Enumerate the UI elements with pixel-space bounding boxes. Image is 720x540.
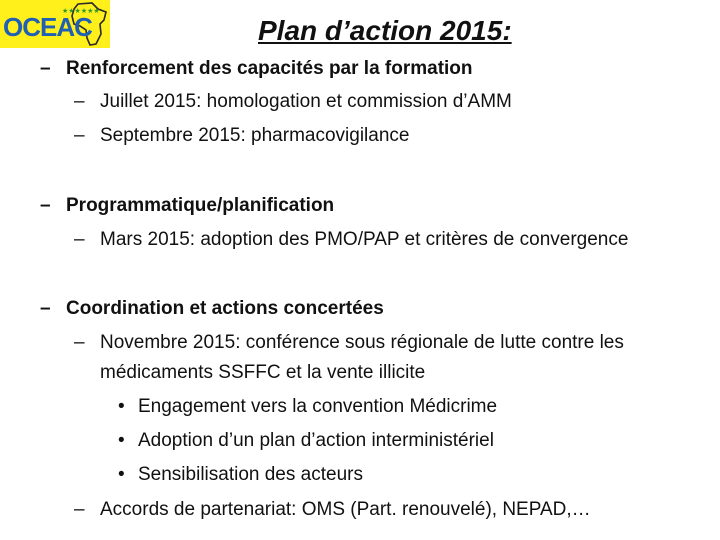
list-item — [74, 124, 409, 148]
bullet-text: Sensibilisation des acteurs — [138, 464, 363, 485]
dash-marker: – — [40, 298, 51, 319]
item-text: Juillet 2015: homologation et commission d’AMM — [100, 91, 512, 112]
section-heading — [40, 57, 473, 81]
item-text: Novembre 2015: conférence sous régionale de lutte contre les — [100, 332, 624, 353]
dash-marker: – — [40, 58, 51, 79]
bullet-item — [118, 463, 363, 487]
bullet-text: Adoption d’un plan d’action interministériel — [138, 430, 494, 451]
bullet-marker: • — [118, 396, 125, 417]
logo-text: OCEAC — [3, 12, 92, 42]
dash-marker: – — [74, 125, 85, 146]
list-item — [74, 228, 628, 252]
heading-text: Programmatique/planification — [66, 195, 335, 216]
dash-marker: – — [74, 91, 85, 112]
bullet-item — [118, 429, 494, 453]
dash-marker: – — [40, 195, 51, 216]
dash-marker: – — [74, 499, 85, 520]
section-heading — [40, 194, 334, 218]
page-title: Plan d’action 2015: — [258, 15, 512, 46]
bullet-text: Engagement vers la convention Médicrime — [138, 396, 498, 417]
dash-marker: – — [74, 229, 85, 250]
list-item-continuation: médicaments SSFFC et la vente illicite — [100, 362, 426, 383]
section-heading — [40, 297, 384, 321]
list-item — [74, 331, 624, 355]
list-item — [74, 498, 591, 522]
bullet-marker: • — [118, 464, 125, 485]
item-text: Accords de partenariat: OMS (Part. renouvelé), NEPAD,… — [100, 499, 591, 520]
item-text: Septembre 2015: pharmacovigilance — [100, 125, 410, 146]
dash-marker: – — [74, 332, 85, 353]
logo-stars: ★★★★★★ — [62, 7, 100, 15]
oceac-logo — [0, 0, 110, 48]
bullet-item — [118, 395, 497, 419]
list-item — [74, 90, 512, 114]
heading-text: Renforcement des capacités par la formation — [66, 58, 473, 79]
heading-text: Coordination et actions concertées — [66, 298, 384, 319]
item-text: Mars 2015: adoption des PMO/PAP et critères de convergence — [100, 229, 629, 250]
bullet-marker: • — [118, 430, 125, 451]
